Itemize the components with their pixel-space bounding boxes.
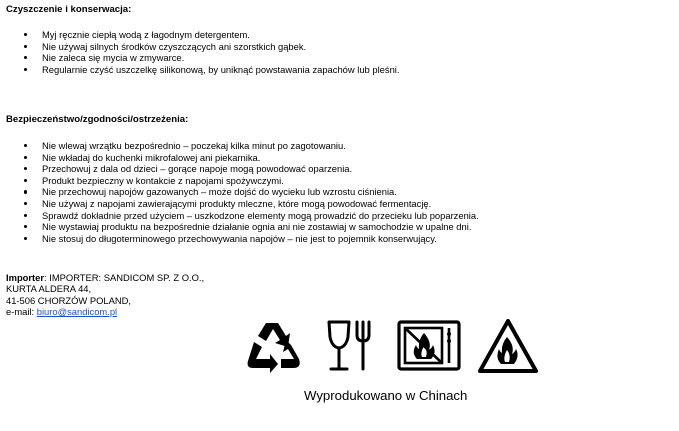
list-item: Nie używaj z napojami zawierającymi produkty mleczne, które mogą powodować fermentację. bbox=[0, 198, 479, 210]
email-link[interactable]: biuro@sandicom.pl bbox=[36, 306, 118, 318]
cleaning-list bbox=[0, 29, 399, 75]
safety-heading: Bezpieczeństwo/zgodności/ostrzeżenia: bbox=[6, 114, 189, 125]
list-item: Nie przechowuj napojów gazowanych – może dojść do wycieku lub wzrostu ciśnienia. bbox=[0, 186, 479, 198]
importer-label: Importer bbox=[6, 272, 45, 283]
list-item: Nie wkładaj do kuchenki mikrofalowej ani piekarnika. bbox=[0, 152, 479, 164]
importer-block bbox=[6, 272, 204, 318]
cleaning-heading: Czyszczenie i konserwacja: bbox=[6, 4, 132, 15]
importer-city: 41-506 CHORZÓW POLAND, bbox=[6, 294, 132, 306]
list-item: Produkt bezpieczny w kontakcie z napojami spożywczymi. bbox=[0, 175, 479, 187]
importer-name: : IMPORTER: SANDICOM SP. Z O.O., bbox=[44, 272, 205, 283]
list-item: Nie wystawiaj produktu na bezpośrednie działanie ognia ani nie zostawiaj w samochodzie w upalne dni. bbox=[0, 221, 479, 233]
no-microwave-icon bbox=[397, 320, 461, 371]
list-item: Przechowuj z dala od dzieci – gorące napoje mogą powodować oparzenia. bbox=[0, 163, 479, 175]
list-item: Nie zaleca się mycia w zmywarce. bbox=[0, 52, 399, 64]
list-item: Regularnie czyść uszczelkę silikonową, by uniknąć powstawania zapachów lub pleśni. bbox=[0, 64, 399, 76]
safety-list bbox=[0, 140, 479, 244]
list-item: Nie używaj silnych środków czyszczących ani szorstkich gąbek. bbox=[0, 41, 399, 53]
country-of-origin: Wyprodukowano w Chinach bbox=[304, 388, 468, 403]
list-item: Nie stosuj do długoterminowego przechowywania napojów – nie jest to pojemnik konserwujący. bbox=[0, 233, 479, 245]
importer-street: KURTA ALDERA 44, bbox=[6, 283, 92, 295]
flame-warning-icon bbox=[477, 318, 539, 374]
email-label: e-mail: bbox=[6, 306, 37, 318]
list-item: Sprawdź dokładnie przed użyciem – uszkodzone elementy mogą prowadzić do przecieku lub poparzenia. bbox=[0, 210, 479, 222]
recycle-icon bbox=[244, 319, 302, 375]
list-item: Nie wlewaj wrzątku bezpośrednio – poczekaj kilka minut po zagotowaniu. bbox=[0, 140, 479, 152]
list-item: Myj ręcznie ciepłą wodą z łagodnym detergentem. bbox=[0, 29, 399, 41]
food-safe-icon bbox=[326, 319, 376, 373]
